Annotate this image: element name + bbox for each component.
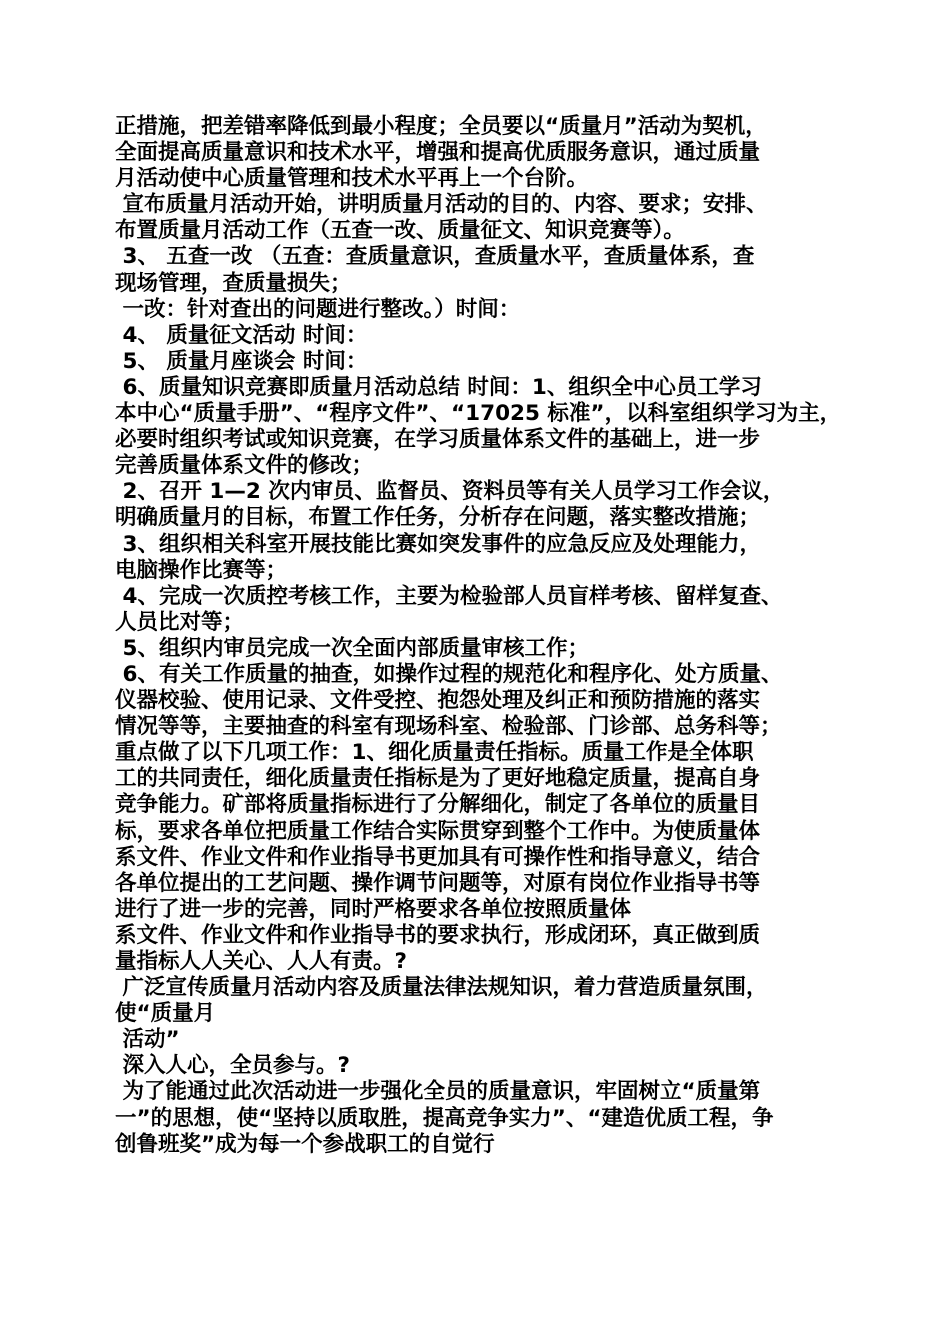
text-line: 广泛宣传质量月活动内容及质量法律法规知识，着力营造质量氛围， [115, 975, 768, 1001]
text-line: 工的共同责任，细化质量责任指标是为了更好地稳定质量，提高自身 [115, 766, 761, 792]
text-line: 月活动使中心质量管理和技术水平再上一个台阶。 [115, 166, 589, 192]
text-line: 2、召开 1—2 次内审员、监督员、资料员等有关人员学习工作会议， [115, 479, 785, 505]
document-body [115, 114, 850, 1158]
text-line: 4、完成一次质控考核工作，主要为检验部人员盲样考核、留样复查、 [115, 583, 783, 609]
text-line: 为了能通过此次活动进一步强化全员的质量意识，牢固树立“质量第 [115, 1079, 761, 1105]
text-line: 量指标人人关心、人人有责。? [115, 949, 407, 974]
text-line: 电脑操作比赛等； [115, 557, 288, 583]
text-line: 4、 质量征文活动 时间： [115, 322, 368, 348]
text-line: 情况等等，主要抽查的科室有现场科室、检验部、门诊部、总务科等； [115, 714, 782, 740]
text-line: 完善质量体系文件的修改； [115, 453, 374, 479]
text-line: 6、有关工作质量的抽查，如操作过程的规范化和程序化、处方质量、 [115, 661, 783, 687]
text-line: 明确质量月的目标，布置工作任务，分析存在问题，落实整改措施； [115, 505, 761, 531]
text-line: 一改：针对查出的问题进行整改。）时间： [115, 296, 521, 322]
text-line: 系文件、作业文件和作业指导书的要求执行，形成闭环，真正做到质 [115, 922, 761, 948]
text-line: 标，要求各单位把质量工作结合实际贯穿到整个工作中。为使质量体 [115, 818, 761, 844]
text-line: 6、质量知识竞赛即质量月活动总结 时间：1、组织全中心员工学习 [115, 374, 762, 400]
text-line: 布置质量月活动工作（五查一改、质量征文、知识竞赛等）。 [115, 218, 685, 244]
text-line: 宣布质量月活动开始，讲明质量月活动的目的、内容、要求；安排、 [115, 192, 768, 218]
text-line: 使“质量月 [115, 1001, 216, 1027]
text-line: 创鲁班奖”成为每一个参战职工的自觉行 [115, 1131, 495, 1157]
text-line: 各单位提出的工艺问题、操作调节问题等，对原有岗位作业指导书等 [115, 870, 761, 896]
text-line: 5、组织内审员完成一次全面内部质量审核工作； [115, 635, 589, 661]
text-line: 重点做了以下几项工作：1、细化质量责任指标。质量工作是全体职 [115, 740, 754, 766]
text-line: 深入人心，全员参与。? [115, 1053, 350, 1079]
text-line: 系文件、作业文件和作业指导书更加具有可操作性和指导意义，结合 [115, 844, 761, 870]
text-line: 进行了进一步的完善，同时严格要求各单位按照质量体 [115, 896, 632, 922]
text-line: 竞争能力。矿部将质量指标进行了分解细化，制定了各单位的质量目 [115, 792, 761, 818]
text-line: 3、 五查一改 （五查：查质量意识，查质量水平，查质量体系，查 [115, 244, 755, 270]
text-line: 全面提高质量意识和技术水平，增强和提高优质服务意识，通过质量 [115, 140, 761, 166]
text-line: 正措施，把差错率降低到最小程度；全员要以“质量月”活动为契机， [115, 114, 767, 139]
text-line: 仪器校验、使用记录、文件受控、抱怨处理及纠正和预防措施的落实 [115, 688, 761, 714]
text-line: 3、组织相关科室开展技能比赛如突发事件的应急反应及处理能力， [115, 531, 761, 557]
text-line: 现场管理，查质量损失； [115, 270, 352, 296]
text-line: 人员比对等； [115, 609, 245, 635]
text-line: 活动” [115, 1027, 180, 1053]
text-line: 本中心“质量手册”、“程序文件”、“17025 标准”，以科室组织学习为主， [115, 401, 842, 427]
text-line: 5、 质量月座谈会 时间： [115, 348, 368, 374]
text-line: 必要时组织考试或知识竞赛，在学习质量体系文件的基础上，进一步 [115, 427, 761, 453]
text-line: 一”的思想，使“坚持以质取胜，提高竞争实力”、“建造优质工程，争 [115, 1105, 774, 1131]
